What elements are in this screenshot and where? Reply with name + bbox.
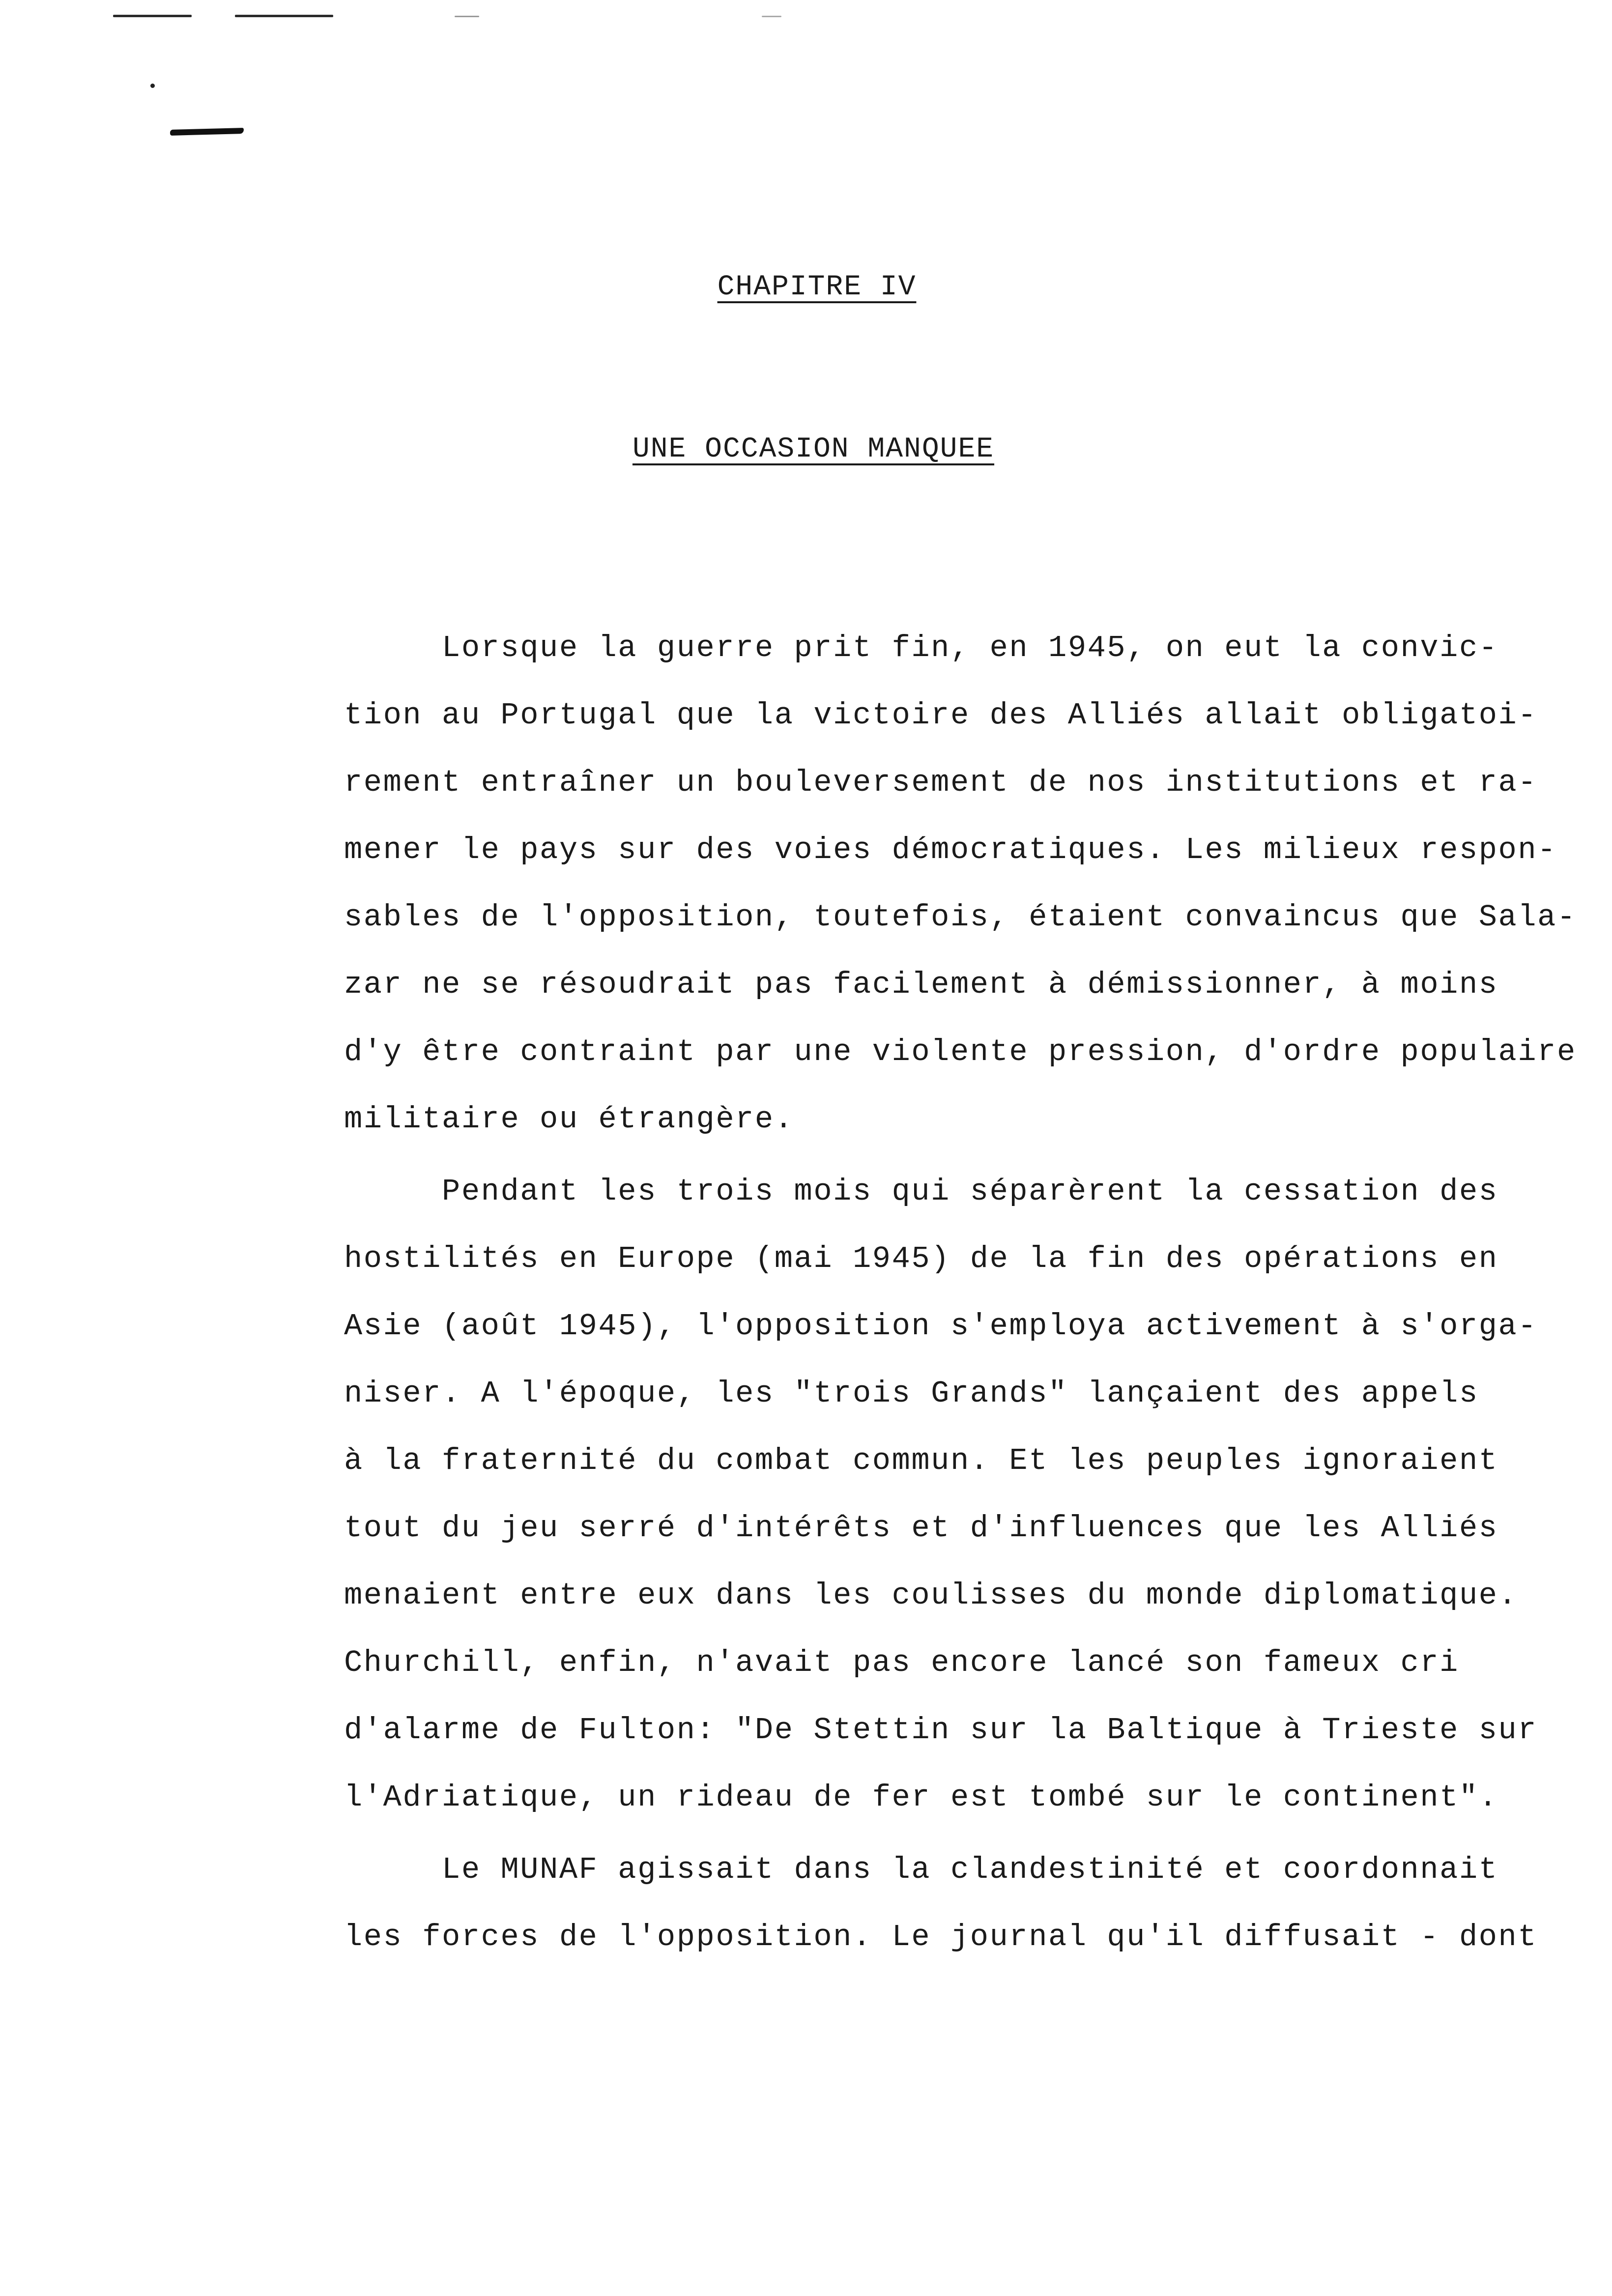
- text-line: Pendant les trois mois qui séparèrent la cessation des: [344, 1174, 1498, 1209]
- text-line: d'alarme de Fulton: "De Stettin sur la Baltique à Trieste sur: [344, 1713, 1538, 1748]
- text-line: l'Adriatique, un rideau de fer est tombé sur le continent".: [344, 1780, 1498, 1815]
- text-line: sables de l'opposition, toutefois, étaient convaincus que Sala-: [344, 900, 1577, 935]
- scan-mark: [455, 16, 479, 17]
- scan-mark: [150, 84, 155, 88]
- chapter-label: [0, 271, 1612, 303]
- text-line: Lorsque la guerre prit fin, en 1945, on eut la convic-: [344, 631, 1498, 665]
- text-line: Asie (août 1945), l'opposition s'employa activement à s'orga-: [344, 1309, 1538, 1344]
- chapter-title: [0, 433, 1612, 465]
- chapter-title-text: UNE OCCASION MANQUEE: [632, 433, 995, 465]
- scan-mark: [113, 15, 192, 17]
- text-line: hostilités en Europe (mai 1945) de la fin des opérations en: [344, 1241, 1498, 1276]
- scan-mark: [235, 15, 333, 17]
- paragraph: [344, 1158, 1602, 1831]
- text-line: rement entraîner un bouleversement de nos institutions et ra-: [344, 765, 1538, 800]
- text-line: les forces de l'opposition. Le journal qu'il diffusait - dont: [344, 1920, 1538, 1954]
- paragraph-gap: [344, 1153, 1602, 1158]
- text-line: d'y être contraint par une violente pression, d'ordre populaire: [344, 1034, 1577, 1069]
- body-text: [344, 614, 1602, 1971]
- paragraph: [344, 1836, 1602, 1971]
- text-line: à la fraternité du combat commun. Et les peuples ignoraient: [344, 1443, 1498, 1478]
- text-line: Churchill, enfin, n'avait pas encore lancé son fameux cri: [344, 1645, 1459, 1680]
- chapter-label-text: CHAPITRE IV: [717, 271, 917, 303]
- text-line: mener le pays sur des voies démocratiques. Les milieux respon-: [344, 832, 1557, 867]
- text-line: militaire ou étrangère.: [344, 1102, 794, 1137]
- text-line: menaient entre eux dans les coulisses du monde diplomatique.: [344, 1578, 1518, 1613]
- scan-mark: [170, 128, 244, 136]
- paragraph: [344, 614, 1602, 1153]
- text-line: niser. A l'époque, les "trois Grands" lançaient des appels: [344, 1376, 1479, 1411]
- scan-mark: [762, 16, 781, 17]
- paragraph-gap: [344, 1831, 1602, 1836]
- text-line: tion au Portugal que la victoire des Alliés allait obligatoi-: [344, 698, 1538, 733]
- text-line: tout du jeu serré d'intérêts et d'influences que les Alliés: [344, 1511, 1498, 1546]
- text-line: zar ne se résoudrait pas facilement à démissionner, à moins: [344, 967, 1498, 1002]
- text-line: Le MUNAF agissait dans la clandestinité et coordonnait: [344, 1852, 1498, 1887]
